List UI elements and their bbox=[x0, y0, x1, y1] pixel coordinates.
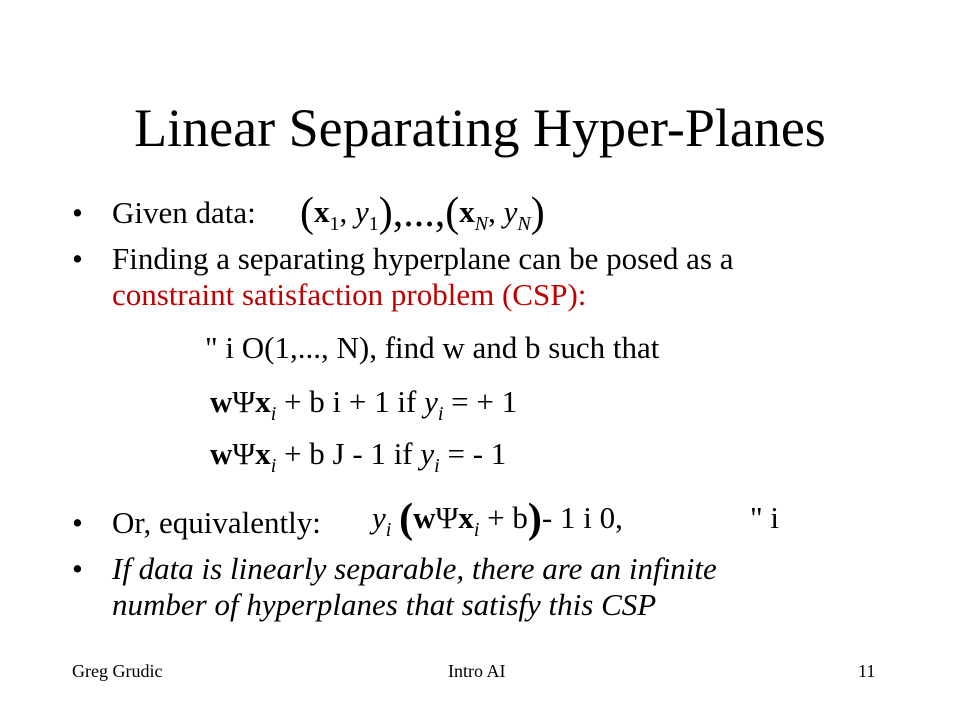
bullet-marker: • bbox=[72, 551, 83, 586]
forall-i: " i bbox=[750, 500, 780, 535]
footer-author: Greg Grudic bbox=[72, 661, 163, 681]
constraint-negative: wΨx$_i$ + b J - 1 if $y_i$ = - 1 bbox=[210, 436, 507, 477]
constraint-positive: wΨx$_i$ + b i + 1 if $y_i$ = + 1 bbox=[210, 384, 518, 425]
bullet-marker: • bbox=[72, 241, 83, 276]
bullet-text: Or, equivalently: bbox=[112, 505, 321, 540]
data-formula: ($x_1$, $y_1),...,(x_N$, $y_N$) bbox=[300, 190, 545, 236]
bullet-text: Given data: bbox=[112, 195, 256, 230]
bullet-text-line2: constraint satisfaction problem (CSP): bbox=[112, 277, 587, 312]
bullet-marker: • bbox=[72, 195, 83, 230]
slide-title: Linear Separating Hyper-Planes bbox=[134, 98, 826, 158]
bullet-text-line2: number of hyperplanes that satisfy this CSP bbox=[112, 587, 657, 622]
footer-course: Intro AI bbox=[448, 661, 506, 681]
footer-page-number: 11 bbox=[858, 661, 876, 681]
bullet-text-line1: Finding a separating hyperplane can be posed as a bbox=[112, 241, 734, 276]
bullet-text-line1: If data is linearly separable, there are an infinite bbox=[112, 551, 717, 586]
bullet-marker: • bbox=[72, 505, 83, 540]
equivalent-constraint: $y_i$ (wΨx$_i$ + b)- 1 i 0, bbox=[372, 496, 623, 542]
forall-statement: " i O(1,..., N), find w and b such that bbox=[205, 330, 660, 365]
